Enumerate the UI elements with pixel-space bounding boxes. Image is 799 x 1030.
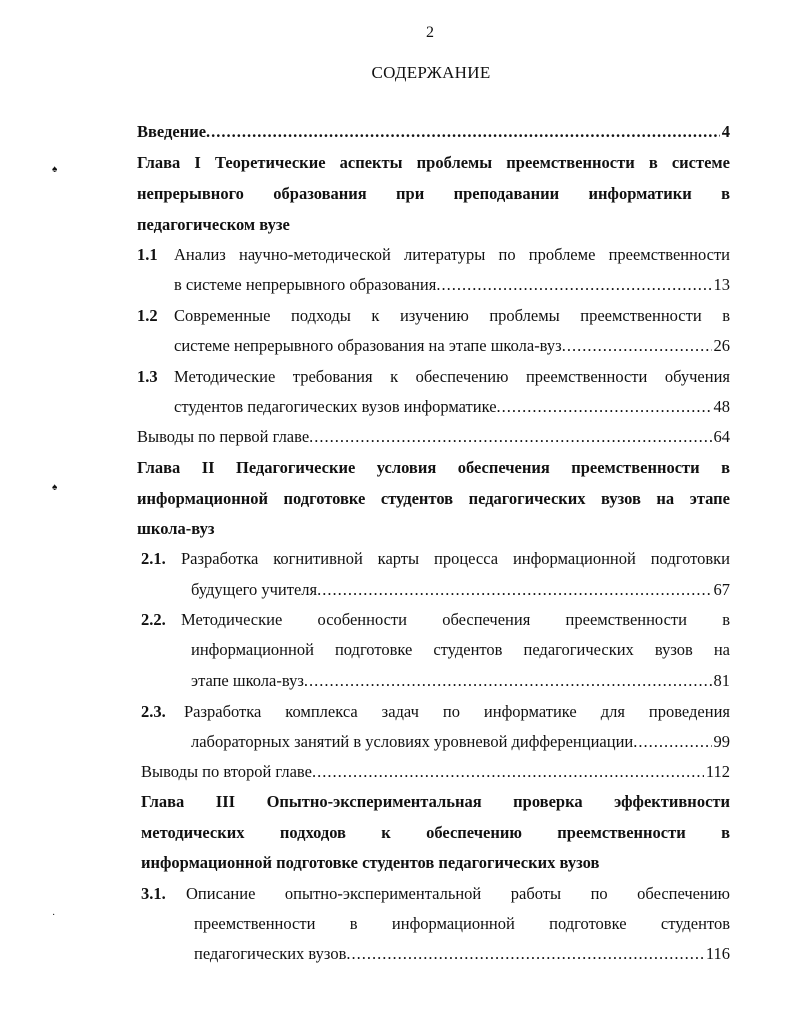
leader-dots [206, 120, 720, 144]
toc-entry-chapter-2-conclusion[interactable] [141, 760, 730, 784]
section-2-1-title[interactable]: Разработка когнитивной карты процесса информационной подготовки [181, 549, 730, 568]
section-number: 3.1. [141, 884, 166, 903]
chapter-2-heading-line[interactable]: школа-вуз [137, 519, 215, 538]
section-3-1-title[interactable]: Описание опытно-экспериментальной работы по обеспечению [186, 884, 730, 903]
section-1-3-title[interactable]: Методические требования к обеспечению преемственности обучения [174, 367, 730, 386]
toc-page-number: 116 [705, 944, 730, 963]
toc-page-number: 26 [713, 336, 730, 355]
toc-entry-label: лабораторных занятий в условиях уровневой дифференциации [191, 732, 634, 751]
scan-artifact-mark: ♠ [52, 164, 58, 175]
section-3-1-title-cont[interactable]: преемственности в информационной подготовке студентов [194, 914, 730, 933]
section-1-2-title[interactable]: Современные подходы к изучению проблемы преемственности в [174, 306, 730, 325]
toc-page-number: 81 [713, 671, 730, 690]
scan-artifact-mark: · [52, 910, 56, 921]
section-1-1-title[interactable]: Анализ научно-методической литературы по проблеме преемственности [174, 245, 730, 264]
toc-entry-label: в системе непрерывного образования [174, 275, 437, 294]
leader-dots [317, 578, 711, 602]
page-number: 2 [426, 24, 434, 41]
chapter-3-heading-line[interactable]: методических подходов к обеспечению преемственности в [141, 823, 730, 842]
toc-page-number: 99 [713, 732, 730, 751]
leader-dots [304, 669, 712, 693]
leader-dots [309, 425, 711, 449]
leader-dots [562, 334, 712, 358]
chapter-2-heading-line[interactable]: информационной подготовке студентов педагогических вузов на этапе [137, 489, 730, 508]
toc-page-number: 67 [713, 580, 730, 599]
toc-page-number: 48 [713, 397, 730, 416]
section-number: 2.2. [141, 610, 166, 629]
toc-entry-label: Введение [137, 122, 207, 141]
section-number: 1.2 [137, 306, 158, 325]
toc-entry-3-1[interactable] [194, 942, 730, 966]
toc-title: СОДЕРЖАНИЕ [371, 63, 491, 82]
toc-page-number: 13 [713, 275, 730, 294]
chapter-3-heading-line[interactable]: информационной подготовке студентов педагогических вузов [141, 853, 600, 872]
section-number: 1.1 [137, 245, 158, 264]
toc-entry-label: этапе школа-вуз [191, 671, 304, 690]
chapter-3-heading-line[interactable]: Глава III Опытно-экспериментальная проверка эффективности [141, 792, 730, 811]
section-number: 2.1. [141, 549, 166, 568]
toc-entry-2-2[interactable] [191, 669, 730, 693]
toc-entry-label: Выводы по второй главе [141, 762, 312, 781]
leader-dots [436, 273, 711, 297]
toc-page-number: 64 [713, 427, 730, 446]
toc-entry-1-3[interactable] [174, 395, 730, 419]
leader-dots [633, 730, 711, 754]
chapter-1-heading-line[interactable]: педагогическом вузе [137, 215, 290, 234]
toc-entry-label: студентов педагогических вузов информатике [174, 397, 497, 416]
toc-page-number: 112 [705, 762, 730, 781]
leader-dots [312, 760, 704, 784]
toc-entry-intro[interactable] [137, 120, 730, 144]
toc-entry-label: системе непрерывного образования на этапе школа-вуз [174, 336, 562, 355]
toc-entry-2-1[interactable] [191, 578, 730, 602]
toc-page-number: 4 [721, 122, 730, 141]
leader-dots [497, 395, 712, 419]
toc-entry-2-3[interactable] [191, 730, 730, 754]
chapter-1-heading-line[interactable]: непрерывного образования при преподавании информатики в [137, 184, 730, 203]
chapter-1-heading-line[interactable]: Глава I Теоретические аспекты проблемы преемственности в системе [137, 153, 730, 172]
toc-entry-1-2[interactable] [174, 334, 730, 358]
section-2-2-title[interactable]: Методические особенности обеспечения преемственности в [181, 610, 730, 629]
section-2-3-title[interactable]: Разработка комплекса задач по информатике для проведения [184, 702, 730, 721]
toc-entry-1-1[interactable] [174, 273, 730, 297]
section-2-2-title-cont[interactable]: информационной подготовке студентов педагогических вузов на [191, 640, 730, 659]
section-number: 2.3. [141, 702, 166, 721]
toc-entry-label: Выводы по первой главе [137, 427, 310, 446]
section-number: 1.3 [137, 367, 158, 386]
toc-entry-label: педагогических вузов [194, 944, 347, 963]
leader-dots [346, 942, 703, 966]
toc-entry-label: будущего учителя [191, 580, 318, 599]
chapter-2-heading-line[interactable]: Глава II Педагогические условия обеспечения преемственности в [137, 458, 730, 477]
scan-artifact-mark: ♠ [52, 482, 58, 493]
toc-entry-chapter-1-conclusion[interactable] [137, 425, 730, 449]
